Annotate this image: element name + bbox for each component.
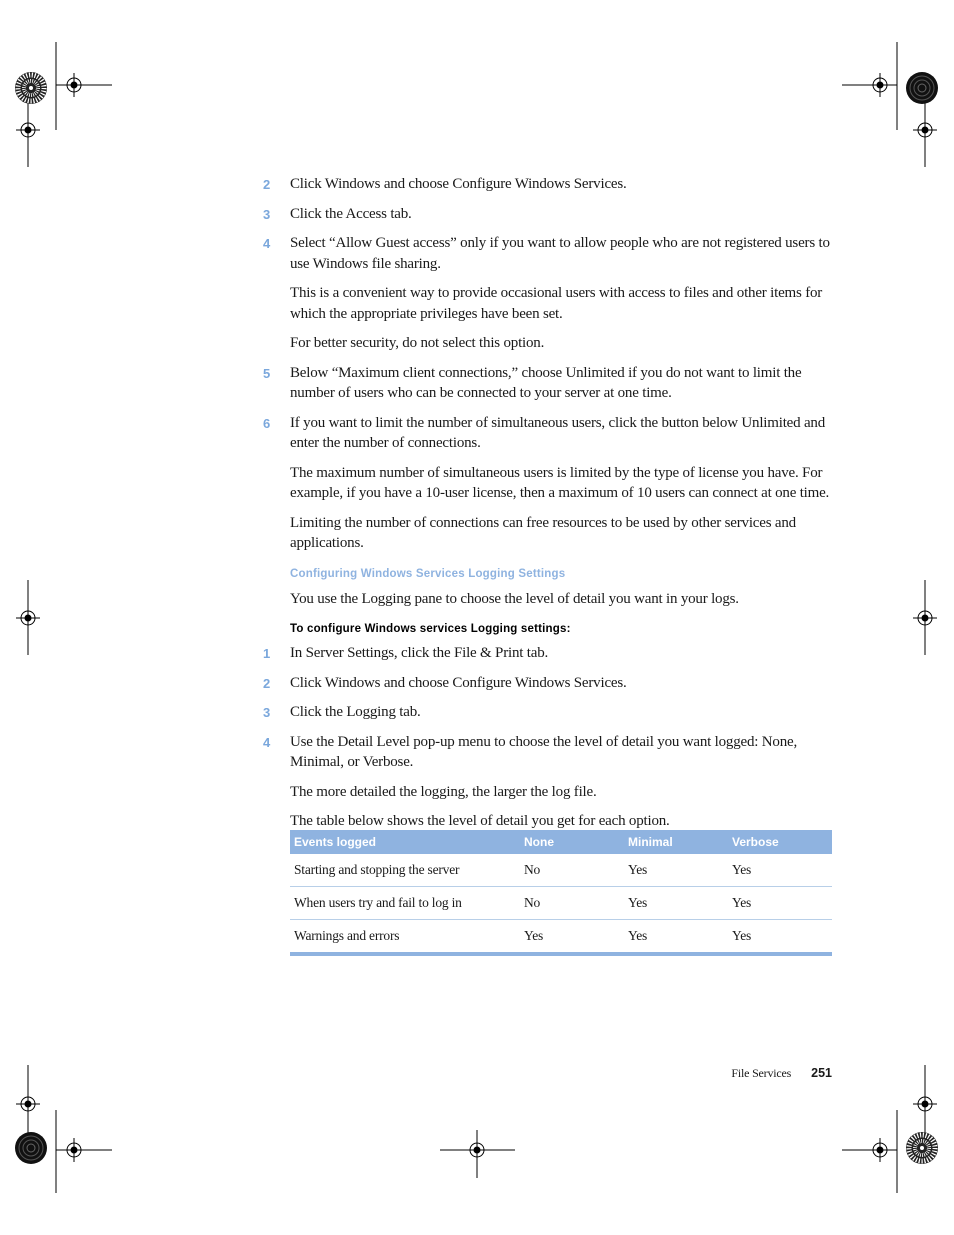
paragraph: For better security, do not select this option. (290, 335, 545, 351)
step (263, 174, 835, 195)
registration-mark-icon (913, 1092, 937, 1116)
table-cell: Yes (520, 920, 624, 955)
procedure-heading: To configure Windows services Logging settings: (290, 623, 571, 635)
registration-mark-icon (62, 73, 86, 97)
paragraph: The table below shows the level of detail you get for each option. (290, 813, 670, 829)
table-row (290, 887, 832, 920)
logging-detail-table (290, 830, 832, 956)
color-wheel-icon (906, 1132, 938, 1164)
table-cell: Yes (728, 920, 832, 955)
table-cell: Warnings and errors (290, 920, 520, 955)
table-cell: Yes (728, 887, 832, 920)
table-cell: Yes (624, 854, 728, 887)
page-body (263, 174, 835, 841)
paragraph: The maximum number of simultaneous users is limited by the type of license you have. For example, if you have a 10-user license, then a maximum of 10 users can connect at one time. (290, 464, 830, 501)
step-text: If you want to limit the number of simultaneous users, click the button below Unlimited and enter the number of connections. (290, 414, 826, 451)
registration-mark-icon (868, 73, 892, 97)
registration-mark-icon (16, 1092, 40, 1116)
column-header: Verbose (728, 830, 832, 854)
section-heading: Configuring Windows Services Logging Settings (290, 567, 566, 580)
page-footer (731, 1064, 832, 1082)
step-text: Click the Access tab. (290, 205, 412, 222)
registration-mark-icon (16, 606, 40, 630)
color-wheel-icon (906, 72, 938, 104)
step (263, 643, 835, 664)
registration-mark-icon (913, 118, 937, 142)
step-number: 2 (263, 675, 271, 691)
registration-mark-icon (16, 118, 40, 142)
step-text: Select “Allow Guest access” only if you want to allow people who are not registered users to use Windows file sharing. (290, 235, 830, 272)
table-cell: Yes (624, 920, 728, 955)
page-number: 251 (811, 1066, 832, 1080)
step (263, 732, 835, 773)
step-text: In Server Settings, click the File & Print tab. (290, 645, 549, 661)
table-cell: Starting and stopping the server (290, 854, 520, 887)
step-number: 6 (263, 415, 271, 431)
step-number: 3 (263, 206, 271, 222)
step (263, 702, 835, 723)
step (263, 413, 835, 454)
registration-mark-icon (913, 606, 937, 630)
color-wheel-icon (15, 1132, 47, 1164)
registration-mark-icon (868, 1138, 892, 1162)
table-cell: No (520, 887, 624, 920)
table-row (290, 920, 832, 955)
step (263, 204, 835, 225)
step-text: Click the Logging tab. (290, 704, 421, 720)
column-header: Events logged (290, 830, 520, 854)
column-header: None (520, 830, 624, 854)
step-number: 4 (263, 236, 271, 251)
paragraph: The more detailed the logging, the larger the log file. (290, 783, 597, 800)
table-row (290, 854, 832, 887)
step-number: 3 (263, 705, 271, 720)
step-number: 1 (263, 646, 271, 661)
table-header-row (290, 830, 832, 854)
column-header: Minimal (624, 830, 728, 854)
registration-mark-icon (62, 1138, 86, 1162)
paragraph: This is a convenient way to provide occasional users with access to files and other items for which the appropriate privileges have been set. (290, 285, 823, 322)
table-cell: No (520, 854, 624, 887)
footer-section-title: File Services (731, 1066, 792, 1080)
step-text: Use the Detail Level pop-up menu to choose the level of detail you want logged: None, Minimal, or Verbose. (290, 733, 798, 770)
table-cell: Yes (728, 854, 832, 887)
step-text: Click Windows and choose Configure Windows Services. (290, 176, 627, 192)
table-cell: When users try and fail to log in (290, 887, 520, 920)
table-cell: Yes (624, 887, 728, 920)
color-wheel-icon (15, 72, 47, 104)
step-text: Below “Maximum client connections,” choose Unlimited if you do not want to limit the number of users who can be connected to your server at one time. (290, 364, 802, 401)
registration-mark-icon (465, 1138, 489, 1162)
step-number: 5 (263, 365, 271, 381)
step-text: Click Windows and choose Configure Windows Services. (290, 674, 627, 691)
paragraph: Limiting the number of connections can free resources to be used by other services and applications. (290, 514, 796, 551)
step-number: 2 (263, 177, 271, 192)
paragraph: You use the Logging pane to choose the level of detail you want in your logs. (290, 590, 739, 607)
step (263, 363, 835, 404)
step-number: 4 (263, 734, 271, 750)
step (263, 673, 835, 694)
step (263, 233, 835, 274)
